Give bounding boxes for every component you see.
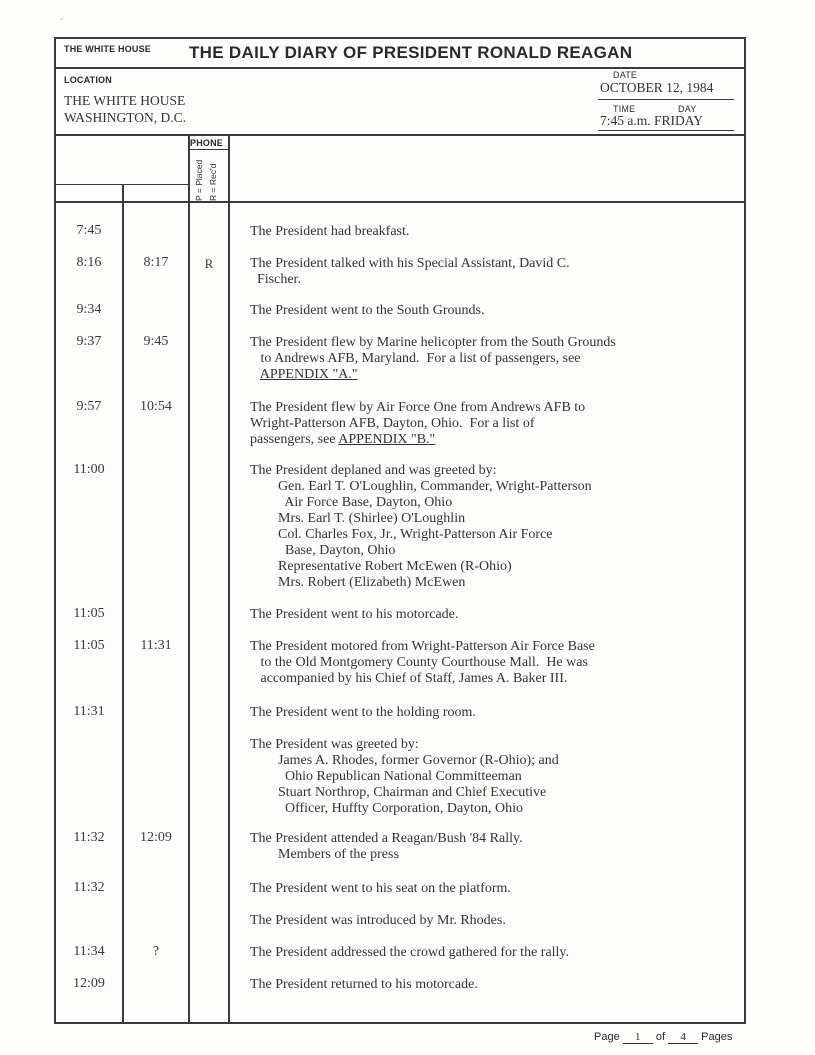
entry-from-time: 11:05: [73, 638, 105, 653]
entry-text: The President motored from Wright-Patterson Air Force Base to the Old Montgomery County Courthouse Mall. He was accompanied by his Chief of Staff, James A. Baker III.: [250, 639, 595, 686]
entry-activity: [250, 977, 478, 993]
page-total: 4: [668, 1031, 698, 1044]
entry-phone: R: [204, 256, 214, 271]
page-number: 1: [623, 1031, 653, 1044]
appendix-reference: APPENDIX "A.": [259, 367, 358, 382]
location-line1: THE WHITE HOUSE: [64, 93, 186, 108]
entry-text: The President was introduced by Mr. Rhodes.: [250, 913, 506, 928]
entry-activity: [250, 256, 570, 288]
entry-to-time: ?: [152, 944, 160, 959]
entry-to-time: 12:09: [140, 830, 172, 845]
appendix-reference: APPENDIX "B.": [338, 432, 436, 447]
entry-activity: [250, 705, 476, 721]
time-underline: [598, 130, 734, 131]
date-value: OCTOBER 12, 1984: [600, 80, 714, 95]
entry-activity: [250, 831, 523, 863]
scan-mark: -: [60, 14, 64, 25]
entry-text: The President flew by Marine helicopter from the South Grounds to Andrews AFB, Maryland. For a list of passengers, see: [250, 335, 616, 366]
subheader-line: [54, 184, 188, 185]
entry-from-time: 11:32: [73, 880, 105, 895]
column-divider-from-to: [122, 184, 124, 1023]
entry-activity: [250, 335, 616, 383]
header-divider: [54, 67, 746, 69]
date-underline: [598, 99, 734, 100]
entry-from-time: 8:16: [76, 255, 102, 270]
placed-label: P = Placed: [194, 159, 204, 201]
time-day-value: 7:45 a.m. FRIDAY: [600, 113, 704, 128]
entry-activity: [250, 303, 484, 319]
received-label: R = Rec'd: [208, 163, 218, 201]
entry-to-time: 9:45: [143, 334, 169, 349]
entry-text: The President was greeted by: James A. Rhodes, former Governor (R-Ohio); and Ohio Republican National Committeeman Stuart Northrop, Chairman and Chief Executive Officer, Huffty Corporation, Dayton, Ohio: [250, 737, 559, 816]
location-line2: WASHINGTON, D.C.: [64, 110, 187, 125]
pages-label: Pages: [701, 1031, 733, 1043]
entry-text: The President attended a Reagan/Bush '84 Rally. Members of the press: [250, 831, 523, 862]
entry-from-time: 9:57: [76, 399, 102, 414]
entry-text: The President addressed the crowd gathered for the rally.: [250, 945, 570, 960]
entry-from-time: 11:34: [73, 944, 105, 959]
entry-from-time: 9:37: [76, 334, 102, 349]
entry-activity: [250, 913, 506, 929]
phone-label: PHONE: [190, 138, 224, 148]
location-label: LOCATION: [64, 75, 112, 85]
entry-to-time: 8:17: [143, 255, 169, 270]
entry-activity: [250, 945, 569, 961]
entry-to-time: 10:54: [140, 399, 172, 414]
entry-text: The President went to the South Grounds.: [250, 303, 485, 318]
entry-text: The President went to his motorcade.: [250, 607, 459, 622]
day-label: DAY: [678, 104, 697, 114]
entry-text: The President went to the holding room.: [250, 705, 476, 720]
entry-from-time: 11:00: [73, 462, 105, 477]
entry-activity: [250, 463, 592, 591]
entry-from-time: 11:05: [73, 606, 105, 621]
date-label: DATE: [613, 70, 638, 80]
entry-activity: [250, 639, 595, 687]
page-label: Page: [594, 1031, 620, 1043]
location-divider: [54, 134, 746, 136]
office-label: THE WHITE HOUSE: [64, 44, 152, 54]
entry-activity: [250, 881, 511, 897]
page-title: THE DAILY DIARY OF PRESIDENT RONALD REAGAN: [189, 43, 633, 62]
entry-from-time: 9:34: [76, 302, 102, 317]
entry-activity: [250, 607, 458, 623]
entry-text: The President talked with his Special Assistant, David C. Fischer.: [250, 256, 570, 287]
entry-text: The President went to his seat on the platform.: [250, 881, 511, 896]
entry-from-time: 11:32: [73, 830, 105, 845]
entry-from-time: 12:09: [73, 976, 105, 991]
time-label: TIME: [613, 104, 636, 114]
entry-text: The President returned to his motorcade.: [250, 977, 478, 992]
column-header-divider: [54, 201, 746, 203]
entry-from-time: 7:45: [76, 223, 102, 238]
entry-to-time: 11:31: [140, 638, 172, 653]
column-divider-phone-right: [228, 134, 230, 1023]
entry-activity: [250, 400, 585, 448]
page-indicator: [594, 1031, 732, 1044]
entry-activity: [250, 224, 409, 240]
entry-text: The President had breakfast.: [250, 224, 410, 239]
entry-text: The President deplaned and was greeted by: Gen. Earl T. O'Loughlin, Commander, Wright-Patterson Air Force Base, Dayton, Ohio Mrs. Earl T. (Shirlee) O'Loughlin Col. Charles Fox, Jr., Wright-Patterson Air Force Base, Dayton, Ohio Representative Robert McEwen (R-Ohio) Mrs. Robert (Elizabeth) McEwen: [250, 463, 592, 590]
of-label: of: [655, 1031, 666, 1043]
phone-label-underline: [188, 149, 228, 150]
entry-text: The President flew by Air Force One from Andrews AFB to Wright-Patterson AFB, Dayton, Ohio. For a list of passengers, see: [250, 400, 586, 447]
entry-from-time: 11:31: [73, 704, 105, 719]
entry-activity: [250, 737, 559, 817]
